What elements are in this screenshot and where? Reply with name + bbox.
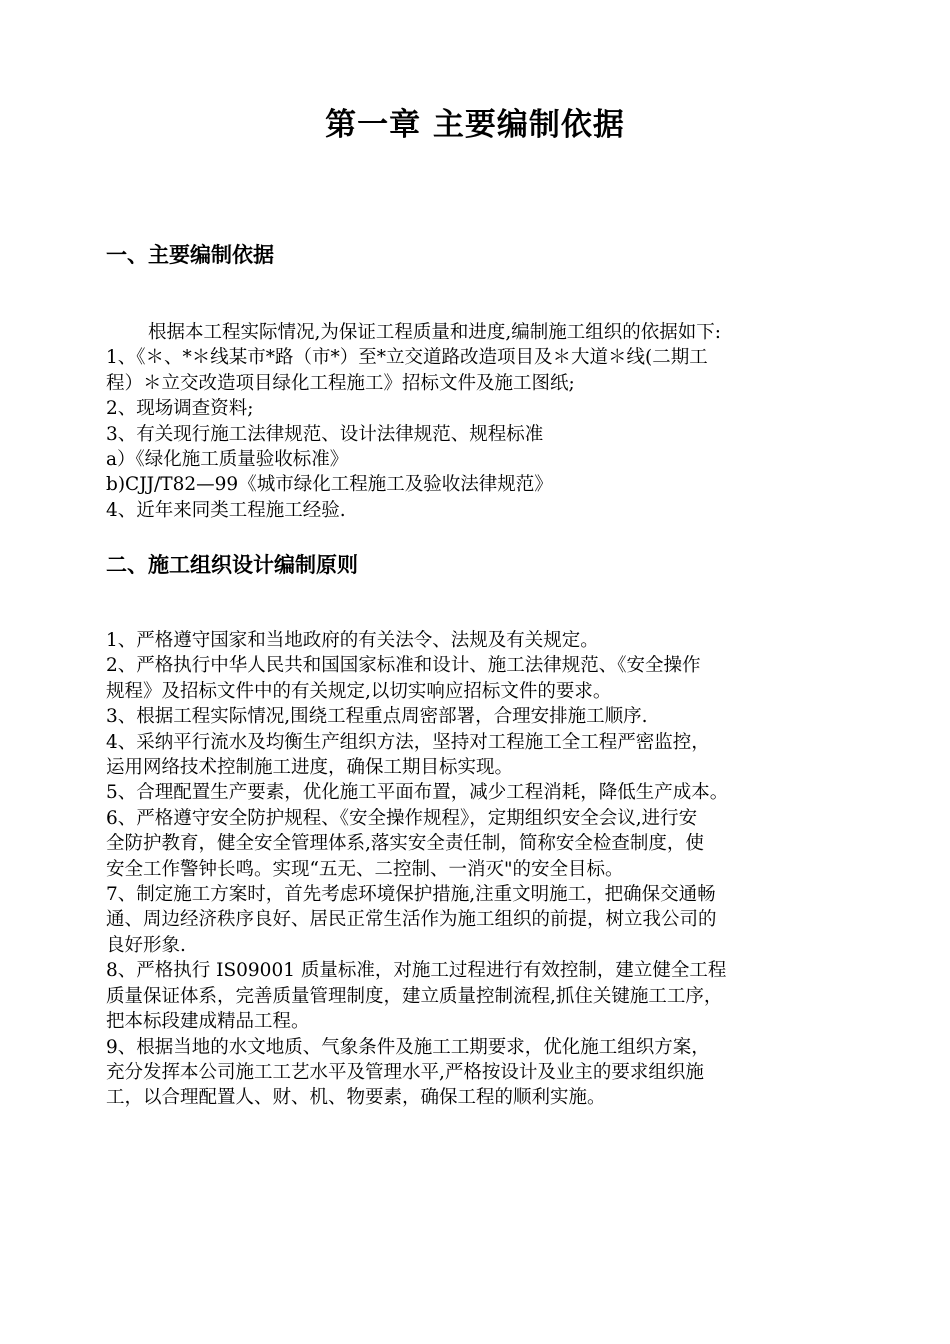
paragraph-line: 程）＊立交改造项目绿化工程施工》招标文件及施工图纸; [106, 372, 575, 394]
paragraph-line: 7、制定施工方案时，首先考虑环境保护措施,注重文明施工，把确保交通畅 [106, 884, 716, 906]
section-body-basis [106, 320, 848, 523]
paragraph-line: 规程》及招标文件中的有关规定,以切实响应招标文件的要求。 [106, 680, 612, 702]
paragraph-line: 6、严格遵守安全防护规程、《安全操作规程》，定期组织安全会议,进行安 [106, 807, 698, 829]
paragraph-line: 9、根据当地的水文地质、气象条件及施工工期要求，优化施工组织方案， [106, 1036, 710, 1058]
paragraph-line: 安全工作警钟长鸣。实现“五无、二控制、一消灭"的安全目标。 [106, 858, 624, 880]
paragraph-line: 运用网络技术控制施工进度，确保工期目标实现。 [106, 757, 514, 779]
paragraph-line: 全防护教育，健全安全管理体系,落实安全责任制，简称安全检查制度，使 [106, 833, 704, 855]
paragraph-line: 4、采纳平行流水及均衡生产组织方法，坚持对工程施工全工程严密监控， [106, 731, 710, 753]
paragraph-line: a）《绿化施工质量验收标准》 [106, 449, 349, 471]
paragraph-line: 充分发挥本公司施工工艺水平及管理水平,严格按设计及业主的要求组织施 [106, 1061, 704, 1083]
paragraph-line: 3、有关现行施工法律规范、设计法律规范、规程标准 [106, 423, 544, 445]
chapter-title: 第一章 主要编制依据 [325, 107, 625, 143]
paragraph-line: 1、《＊、*＊线某市*路（市*）至*立交道路改造项目及＊大道＊线(二期工 [106, 347, 708, 369]
section-body-principles [106, 628, 848, 1111]
section-heading-principles: 二、施工组织设计编制原则 [106, 553, 358, 577]
paragraph-line: 5、合理配置生产要素，优化施工平面布置，减少工程消耗，降低生产成本。 [106, 782, 729, 804]
paragraph-line: 2、现场调查资料; [106, 398, 254, 420]
section-heading-basis: 一、主要编制依据 [106, 243, 274, 267]
paragraph-line: 质量保证体系，完善质量管理制度，建立质量控制流程,抓住关键施工工序， [106, 985, 723, 1007]
paragraph-line: 1、严格遵守国家和当地政府的有关法令、法规及有关规定。 [106, 630, 599, 651]
paragraph-line: b)CJJ/T82—99《城市绿化工程施工及验收法律规范》 [106, 474, 553, 496]
paragraph-line: 工，以合理配置人、财、机、物要素，确保工程的顺利实施。 [106, 1087, 606, 1109]
paragraph-line: 通、周边经济秩序良好、居民正常生活作为施工组织的前提，树立我公司的 [106, 909, 717, 931]
paragraph-line: 8、严格执行 IS09001 质量标准，对施工过程进行有效控制，建立健全工程 [106, 960, 727, 982]
paragraph-line: 根据本工程实际情况,为保证工程质量和进度,编制施工组织的依据如下: [148, 322, 721, 343]
paragraph-line: 4、近年来同类工程施工经验. [106, 499, 346, 521]
paragraph-line: 3、根据工程实际情况,围绕工程重点周密部署，合理安排施工顺序. [106, 706, 648, 728]
paragraph-line: 良好形象. [106, 934, 186, 956]
paragraph-line: 把本标段建成精品工程。 [106, 1011, 310, 1033]
paragraph-line: 2、严格执行中华人民共和国国家标准和设计、施工法律规范、《安全操作 [106, 655, 701, 677]
